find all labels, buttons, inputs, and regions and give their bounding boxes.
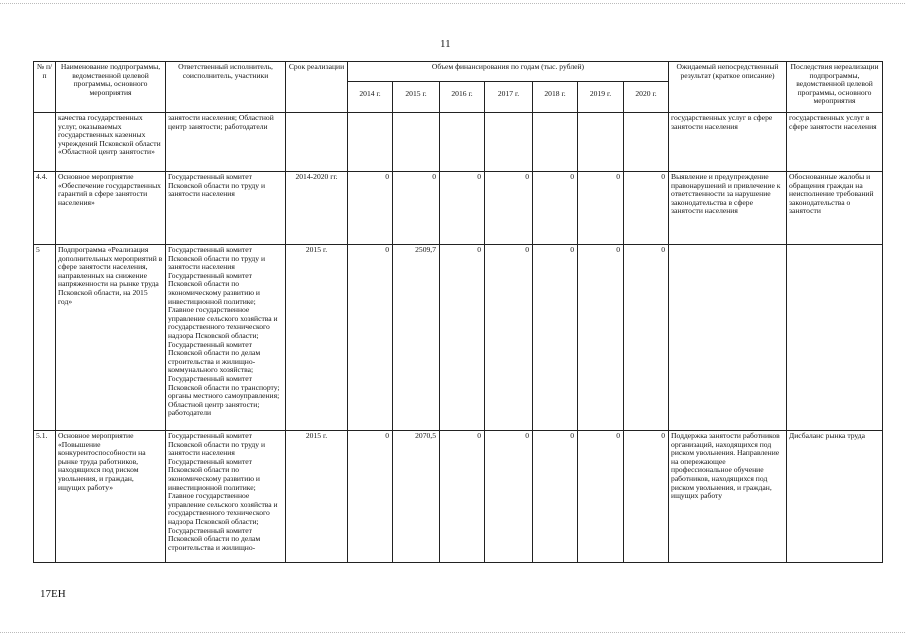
table-row (34, 431, 883, 563)
row-executor: Государственный комитет Псковской области по труду и занятости населения Государственный комитет Псковской области по экономическому развитию и инвестиционной политике; Главное государственное управление сельского хозяйства и государственного технического надзора Псковской области; Государственный комитет Псковской области по делам строительства и жилищно-коммунального хозяйства; Государственный комитет Псковской области по транспорту; органы местного самоуправления; Областной центр занятости; работодатели (166, 245, 286, 431)
row-executor: занятости населения; Областной центр занятости; работодатели (166, 113, 286, 172)
row-consequences: Дисбаланс рынка труда (787, 431, 883, 563)
header-year: 2016 г. (440, 81, 485, 112)
row-value: 0 (485, 172, 533, 245)
row-value: 0 (348, 172, 393, 245)
header-year: 2015 г. (393, 81, 440, 112)
header-executor: Ответственный исполнитель, соисполнитель, участники (166, 62, 286, 113)
scan-edge-bottom (0, 632, 905, 635)
row-executor: Государственный комитет Псковской области по труду и занятости населения Государственный комитет Псковской области по экономическому развитию и инвестиционной политике; Главное государственное управление сельского хозяйства и государственного технического надзора Псковской области; Государственный комитет Псковской области по делам строительства и жилищно- (166, 431, 286, 563)
header-year: 2018 г. (533, 81, 578, 112)
header-consequences: Последствия нереализации подпрограммы, ведомственной целевой программы, основного мероприятия (787, 62, 883, 113)
header-result: Ожидаемый непосредственный результат (краткое описание) (669, 62, 787, 113)
row-value: 0 (533, 172, 578, 245)
row-value: 0 (578, 431, 624, 563)
row-result (669, 245, 787, 431)
row-name: Основное мероприятие «Повышение конкурентоспособности на рынке труда работников, находящихся под риском увольнения, и граждан, ищущих работу» (56, 431, 166, 563)
row-value: 0 (624, 172, 669, 245)
row-result: государственных услуг в сфере занятости населения (669, 113, 787, 172)
row-value: 0 (485, 245, 533, 431)
table-row (34, 113, 883, 172)
page-number: 11 (440, 38, 451, 50)
row-value (485, 113, 533, 172)
row-value (624, 113, 669, 172)
row-value (440, 113, 485, 172)
row-value: 0 (348, 245, 393, 431)
row-value: 0 (393, 172, 440, 245)
header-year: 2019 г. (578, 81, 624, 112)
row-value: 0 (624, 431, 669, 563)
table-row (34, 172, 883, 245)
row-value: 0 (533, 431, 578, 563)
row-value: 0 (440, 245, 485, 431)
header-term: Срок реализации (286, 62, 348, 113)
row-term: 2015 г. (286, 245, 348, 431)
header-year: 2017 г. (485, 81, 533, 112)
row-consequences: государственных услуг в сфере занятости населения (787, 113, 883, 172)
row-num: 5 (34, 245, 56, 431)
header-year: 2020 г. (624, 81, 669, 112)
header-num: № п/п (34, 62, 56, 113)
table-row (34, 245, 883, 431)
row-result: Выявление и предупреждение правонарушений и привлечение к ответственности за нарушение законодательства в сфере занятости населения (669, 172, 787, 245)
row-value: 0 (348, 431, 393, 563)
row-value: 0 (440, 172, 485, 245)
row-value (533, 113, 578, 172)
row-value: 0 (624, 245, 669, 431)
header-year: 2014 г. (348, 81, 393, 112)
header-name: Наименование подпрограммы, ведомственной целевой программы, основного мероприятия (56, 62, 166, 113)
row-name: качества государственных услуг, оказываемых государственных казенных учреждений Псковской области «Областной центр занятости» (56, 113, 166, 172)
program-table (33, 61, 883, 563)
row-term: 2014-2020 гг. (286, 172, 348, 245)
row-num (34, 113, 56, 172)
row-value (578, 113, 624, 172)
row-name: Подпрограмма «Реализация дополнительных мероприятий в сфере занятости населения, направленных на снижение напряженности на рынке труда Псковской области, на 2015 год» (56, 245, 166, 431)
row-value: 0 (533, 245, 578, 431)
header-funding: Объем финансирования по годам (тыс. рублей) (348, 62, 669, 82)
row-term (286, 113, 348, 172)
row-value (348, 113, 393, 172)
row-consequences (787, 245, 883, 431)
row-value: 0 (578, 245, 624, 431)
row-executor: Государственный комитет Псковской области по труду и занятости населения (166, 172, 286, 245)
row-term: 2015 г. (286, 431, 348, 563)
row-value: 0 (578, 172, 624, 245)
row-value (393, 113, 440, 172)
row-num: 5.1. (34, 431, 56, 563)
row-value: 2070,5 (393, 431, 440, 563)
row-consequences: Обоснованные жалобы и обращения граждан на неисполнение требований законодательства о занятости (787, 172, 883, 245)
scan-edge-top (0, 0, 905, 4)
row-value: 2509,7 (393, 245, 440, 431)
row-value: 0 (485, 431, 533, 563)
footer-code: 17EH (40, 588, 66, 600)
row-result: Поддержка занятости работников организаций, находящихся под риском увольнения. Направление на опережающее профессиональное обучение работников, находящихся под риском увольнения, и граждан, ищущих работу (669, 431, 787, 563)
row-value: 0 (440, 431, 485, 563)
header-row (34, 62, 883, 82)
row-name: Основное мероприятие «Обеспечение государственных гарантий в сфере занятости населения» (56, 172, 166, 245)
row-num: 4.4. (34, 172, 56, 245)
